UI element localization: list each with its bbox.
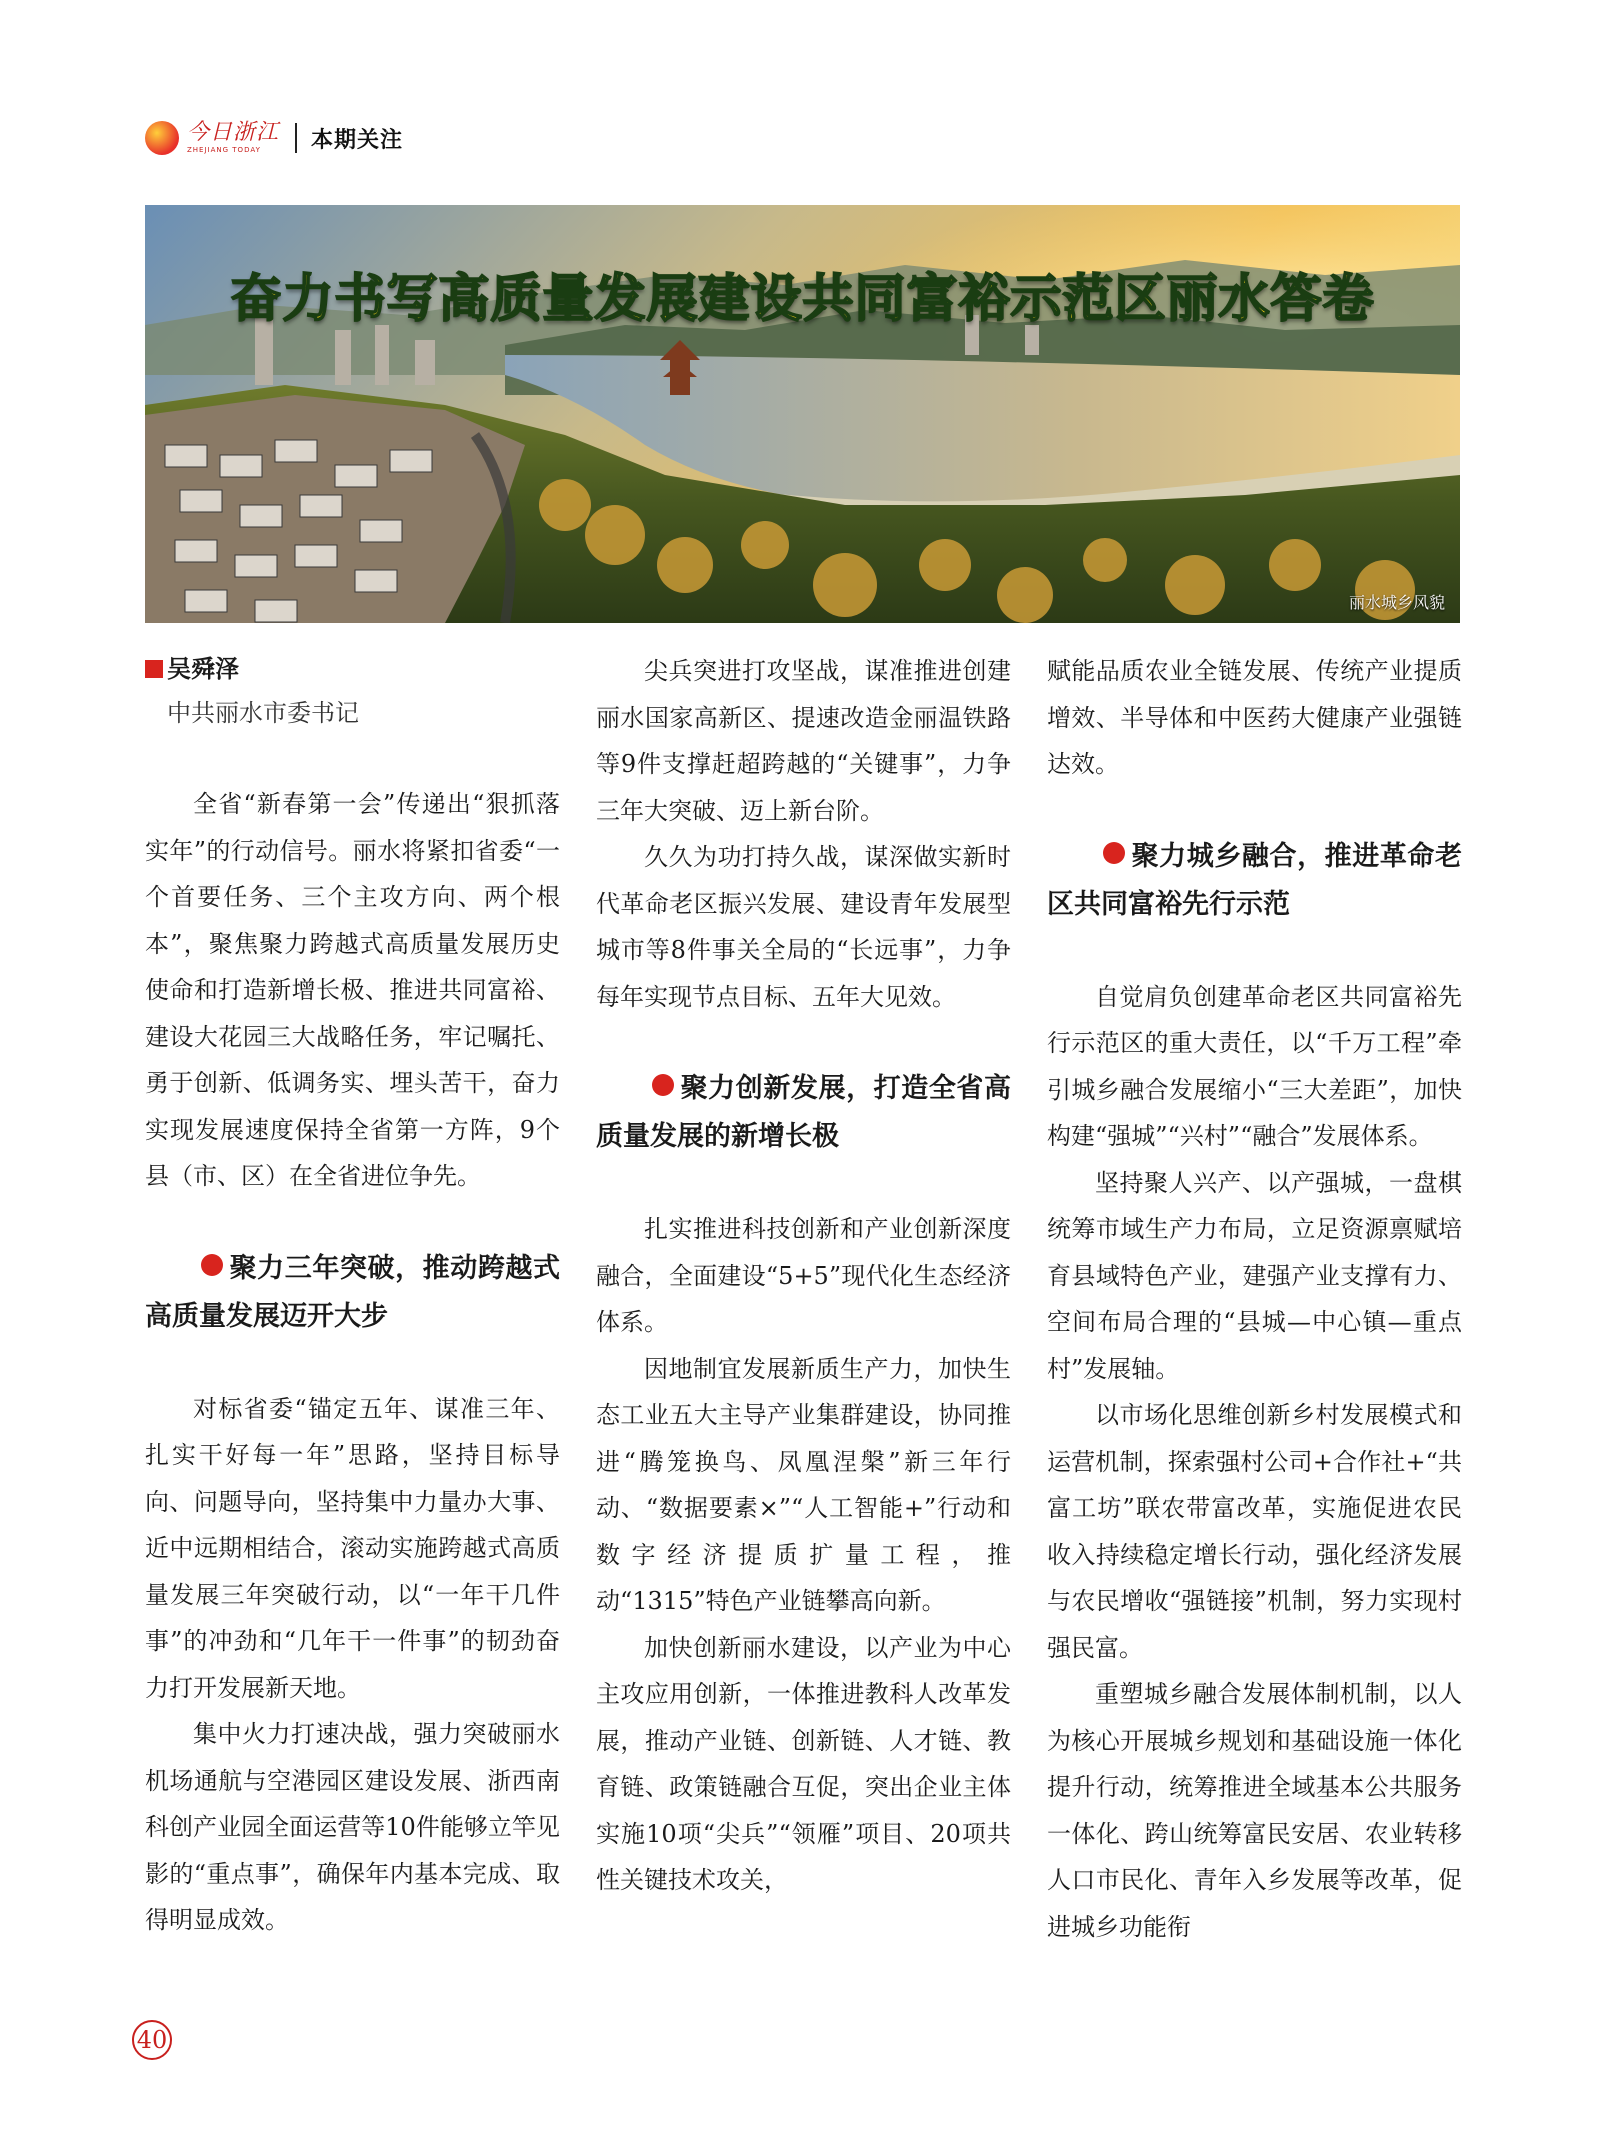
subheading: 聚力创新发展，打造全省高质量发展的新增长极	[596, 1073, 1011, 1152]
bullet-dot-icon	[201, 1254, 223, 1276]
paragraph: 以市场化思维创新乡村发展模式和运营机制，探索强村公司+合作社+“共富工坊”联农带富改革，实施促进农民收入持续稳定增长行动，强化经济发展与农民增收“强链接”机制，努力实现村强民富。	[1047, 1401, 1462, 1662]
paragraph: 重塑城乡融合发展体制机制，以人为核心开展城乡规划和基础设施一体化提升行动，统筹推进全域基本公共服务一体化、跨山统筹富民安居、农业转移人口市民化、青年入乡发展等改革，促进城乡功能衔	[1047, 1680, 1462, 1941]
paragraph: 全省“新春第一会”传递出“狠抓落实年”的行动信号。丽水将紧扣省委“一个首要任务、三个主攻方向、两个根本”，聚焦聚力跨越式高质量发展历史使命和打造新增长极、推进共同富裕、建设大花园三大战略任务，牢记嘱托、勇于创新、低调务实、埋头苦干，奋力实现发展速度保持全省第一方阵，9个县（市、区）在全省进位争先。	[145, 790, 560, 1190]
paragraph: 扎实推进科技创新和产业创新深度融合，全面建设“5+5”现代化生态经济体系。	[596, 1215, 1011, 1336]
paragraph: 自觉肩负创建革命老区共同富裕先行示范区的重大责任，以“千万工程”牵引城乡融合发展缩小“三大差距”，加快构建“强城”“兴村”“融合”发展体系。	[1047, 982, 1462, 1150]
logo-emblem-icon	[145, 121, 179, 155]
logo-english: ZHEJIANG TODAY	[187, 146, 261, 154]
author-title: 中共丽水市委书记	[167, 699, 359, 727]
page-number: 40	[132, 2020, 172, 2060]
paragraph: 赋能品质农业全链发展、传统产业提质增效、半导体和中医药大健康产业强链达效。	[1047, 657, 1462, 778]
header-divider	[295, 123, 297, 153]
subheading: 聚力三年突破，推动跨越式高质量发展迈开大步	[145, 1252, 560, 1332]
bullet-dot-icon	[1103, 842, 1125, 864]
hero-title: 奋力书写高质量发展建设共同富裕示范区丽水答卷	[230, 270, 1375, 329]
paragraph: 集中火力打速决战，强力突破丽水机场通航与空港园区建设发展、浙西南科创产业园全面运营等10件能够立竿见影的“重点事”，确保年内基本完成、取得明显成效。	[145, 1720, 560, 1934]
article-column-2	[596, 648, 1011, 1904]
author-byline	[145, 648, 560, 690]
author-name: 吴舜泽	[167, 655, 239, 683]
subheading: 聚力城乡融合，推进革命老区共同富裕先行示范	[1047, 840, 1462, 920]
paragraph: 对标省委“锚定五年、谋准三年、扎实干好每一年”思路，坚持目标导向、问题导向，坚持集中力量办大事、近中远期相结合，滚动实施跨越式高质量发展三年突破行动，以“一年干几件事”的冲劲和“几年干一件事”的韧劲奋力打开发展新天地。	[145, 1394, 560, 1702]
article-column-3	[1047, 648, 1462, 1950]
logo-chinese: 今日浙江	[187, 120, 280, 145]
paragraph: 因地制宜发展新质生产力，加快生态工业五大主导产业集群建设，协同推进“腾笼换鸟、凤凰涅槃”新三年行动、“数据要素×”“人工智能+”行动和数字经济提质扩量工程，推动“1315”特色产业链攀高向新。	[596, 1354, 1011, 1615]
photo-caption: 丽水城乡风貌	[1348, 593, 1445, 612]
bullet-dot-icon	[652, 1074, 674, 1096]
byline-square-icon	[145, 660, 163, 678]
section-label: 本期关注	[311, 127, 404, 153]
page-header	[145, 118, 403, 158]
paragraph: 坚持聚人兴产、以产强城，一盘棋统筹市域生产力布局，立足资源禀赋培育县域特色产业，建强产业支撑有力、空间布局合理的“县城—中心镇—重点村”发展轴。	[1047, 1168, 1462, 1383]
paragraph: 加快创新丽水建设，以产业为中心主攻应用创新，一体推进教科人改革发展，推动产业链、创新链、人才链、教育链、政策链融合互促，突出企业主体实施10项“尖兵”“领雁”项目、20项共性关键技术攻关，	[596, 1633, 1011, 1894]
magazine-logo	[145, 121, 279, 155]
hero-banner	[145, 205, 1460, 623]
article-column-1	[145, 648, 560, 1944]
paragraph: 尖兵突进打攻坚战，谋准推进创建丽水国家高新区、提速改造金丽温铁路等9件支撑赶超跨越的“关键事”，力争三年大突破、迈上新台阶。	[596, 657, 1011, 825]
paragraph: 久久为功打持久战，谋深做实新时代革命老区振兴发展、建设青年发展型城市等8件事关全局的“长远事”，力争每年实现节点目标、五年大见效。	[596, 843, 1011, 1011]
